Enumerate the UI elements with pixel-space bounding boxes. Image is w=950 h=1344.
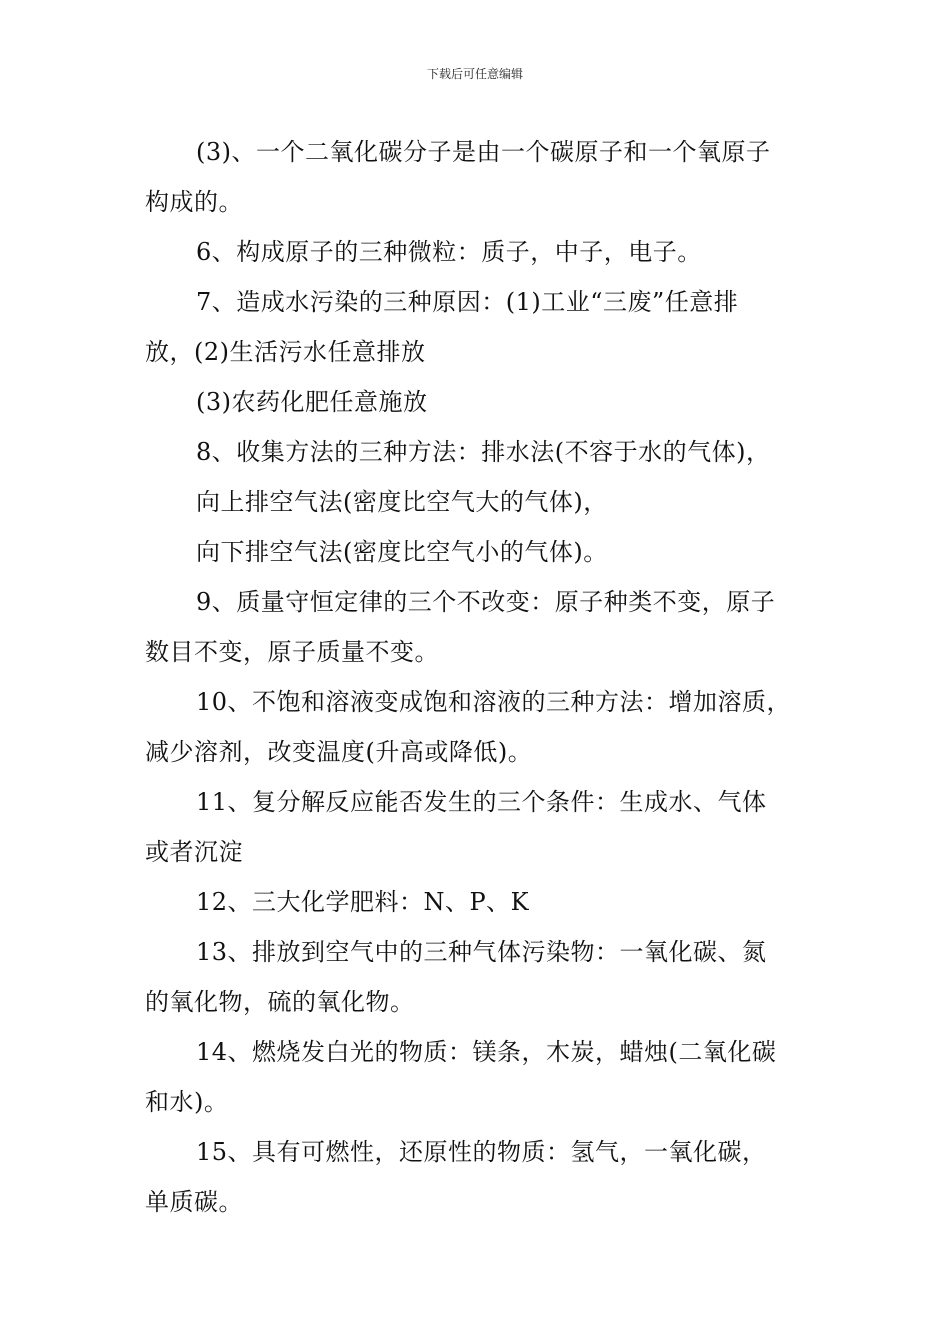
text-line: 和水)。 (145, 1088, 229, 1116)
text-line: 向上排空气法(密度比空气大的气体)， (196, 488, 608, 516)
text-line: 7、造成水污染的三种原因：(1)工业“三废”任意排 (196, 288, 739, 316)
text-line: 9、质量守恒定律的三个不改变：原子种类不变，原子 (196, 588, 776, 616)
text-line: 的氧化物，硫的氧化物。 (145, 988, 415, 1016)
text-line: 13、排放到空气中的三种气体污染物：一氧化碳、氮 (196, 938, 767, 966)
text-line: 8、收集方法的三种方法：排水法(不容于水的气体)， (196, 438, 771, 466)
text-line: 减少溶剂，改变温度(升高或降低)。 (145, 738, 533, 766)
text-line: 单质碳。 (145, 1188, 243, 1216)
text-line: 放，(2)生活污水任意排放 (145, 338, 426, 366)
text-line: 10、不饱和溶液变成饱和溶液的三种方法：增加溶质， (196, 688, 792, 716)
text-line: 构成的。 (145, 188, 243, 216)
text-line: 数目不变，原子质量不变。 (145, 638, 439, 666)
text-line: 11、复分解反应能否发生的三个条件：生成水、气体 (196, 788, 767, 816)
text-line: 15、具有可燃性，还原性的物质：氢气，一氧化碳， (196, 1138, 767, 1166)
text-line: 12、三大化学肥料：N、P、K (196, 888, 530, 916)
page-header: 下载后可任意编辑 (426, 67, 523, 81)
text-line: 6、构成原子的三种微粒：质子，中子，电子。 (196, 238, 702, 266)
text-line: (3)农药化肥任意施放 (196, 388, 428, 416)
text-line: 14、燃烧发白光的物质：镁条，木炭，蜡烛(二氧化碳 (196, 1038, 777, 1066)
text-line: 向下排空气法(密度比空气小的气体)。 (196, 538, 608, 566)
text-line: (3)、一个二氧化碳分子是由一个碳原子和一个氧原子 (196, 138, 771, 166)
document-body (145, 127, 825, 1227)
text-line: 或者沉淀 (145, 838, 243, 866)
